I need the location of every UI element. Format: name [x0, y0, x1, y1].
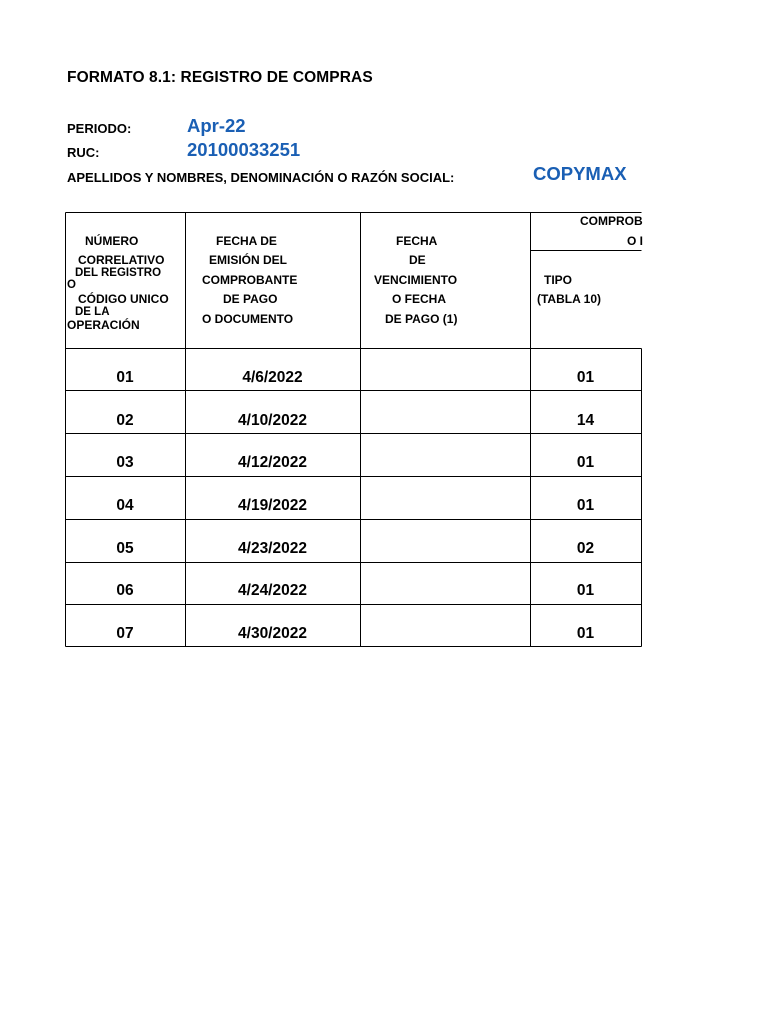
header-tipo-line2: (TABLA 10) — [537, 292, 601, 306]
header-comprobante-line1: COMPROB — [580, 214, 643, 228]
cell-fecha-venc — [360, 528, 530, 570]
header-numero-line5: CÓDIGO UNICO — [78, 292, 169, 306]
cell-fecha-emision: 4/30/2022 — [238, 625, 307, 642]
header-fecha-emision-line4: DE PAGO — [223, 292, 278, 306]
header-fecha-venc-line5: DE PAGO (1) — [385, 312, 458, 326]
cell-fecha-emision: 4/6/2022 — [242, 369, 303, 386]
page-title: FORMATO 8.1: REGISTRO DE COMPRAS — [67, 69, 373, 86]
cell-tipo: 01 — [576, 497, 595, 514]
header-fecha-emision-line5: O DOCUMENTO — [202, 312, 294, 326]
cell-fecha-venc — [360, 570, 530, 612]
cell-fecha-emision: 4/23/2022 — [238, 540, 307, 557]
cell-numero: 03 — [116, 454, 134, 471]
periodo-value: Apr-22 — [187, 115, 246, 136]
cell-fecha-venc — [360, 442, 530, 484]
header-fecha-venc-line2: DE — [409, 253, 426, 267]
cell-fecha-venc — [360, 613, 530, 655]
header-numero-line2: CORRELATIVO — [78, 253, 165, 267]
header-numero-line4: O — [67, 279, 76, 291]
cell-tipo: 02 — [576, 540, 595, 557]
cell-fecha-emision: 4/19/2022 — [238, 497, 307, 514]
header-comprobante-line2: O I — [627, 234, 644, 248]
header-fecha-emision-line1: FECHA DE — [216, 234, 277, 248]
cell-numero: 07 — [116, 625, 134, 642]
header-tipo-line1: TIPO — [544, 273, 573, 287]
cell-fecha-emision: 4/24/2022 — [238, 582, 307, 599]
header-fecha-emision-line3: COMPROBANTE — [202, 273, 298, 287]
ruc-value: 20100033251 — [187, 139, 301, 160]
cell-fecha-emision: 4/10/2022 — [238, 412, 307, 429]
header-fecha-venc-line4: O FECHA — [392, 292, 446, 306]
cell-numero: 02 — [116, 412, 134, 429]
header-numero-line3: DEL REGISTRO — [75, 267, 162, 279]
cell-numero: 04 — [116, 497, 134, 514]
cell-tipo: 01 — [576, 369, 595, 386]
header-fecha-emision-line2: EMISIÓN DEL — [209, 253, 288, 267]
cell-fecha-venc — [360, 400, 530, 442]
header-numero-line1: NÚMERO — [85, 234, 139, 248]
razon-social-label: APELLIDOS Y NOMBRES, DENOMINACIÓN O RAZÓN SOCIAL: — [67, 170, 455, 185]
periodo-label: PERIODO: — [67, 121, 132, 136]
header-fecha-venc-line1: FECHA — [396, 234, 438, 248]
header-numero-line7: OPERACIÓN — [67, 318, 140, 332]
cell-fecha-emision: 4/12/2022 — [238, 454, 307, 471]
cell-tipo: 01 — [576, 582, 595, 599]
cell-numero: 06 — [116, 582, 134, 599]
cell-tipo: 14 — [576, 412, 595, 429]
ruc-label: RUC: — [67, 145, 100, 160]
header-fecha-venc-line3: VENCIMIENTO — [374, 273, 458, 287]
cell-tipo: 01 — [576, 625, 595, 642]
cell-tipo: 01 — [576, 454, 595, 471]
header-numero-line6: DE LA — [75, 306, 110, 318]
header-comprobante-group — [531, 212, 644, 250]
cell-fecha-venc — [360, 357, 530, 399]
cell-numero: 05 — [116, 540, 134, 557]
razon-social-value: COPYMAX — [533, 163, 627, 184]
cell-fecha-venc — [360, 485, 530, 527]
cell-numero: 01 — [116, 369, 134, 386]
